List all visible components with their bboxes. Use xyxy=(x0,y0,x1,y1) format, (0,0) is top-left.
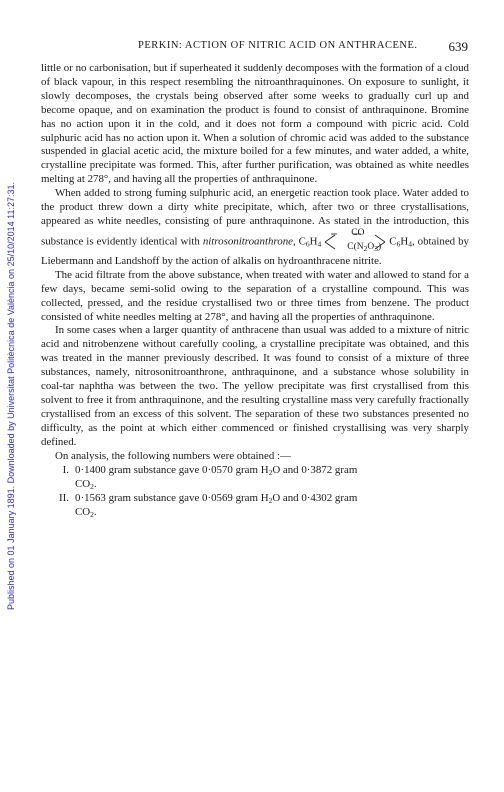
analysis-list xyxy=(41,464,469,520)
publication-stamp xyxy=(0,0,22,792)
formula-h: H xyxy=(309,235,318,248)
analysis-cont xyxy=(41,478,469,492)
sub: 3 xyxy=(374,243,379,253)
paragraph-2 xyxy=(41,187,469,269)
paragraph-2-text: When added to strong fuming sulphuric acid, an energetic reaction took place. Water added to the product threw down a dirty white precipitate, which, after two or three crystallisations, appeared as white needles, consisting of pure anthraquinone. As stated in the introduction, this substance is evidently identical with xyxy=(41,187,469,248)
formula-h: H xyxy=(400,235,409,248)
paragraph-2-tail: , obtained by Liebermann and Landshoff by the action of alkalis on hydroanthracene nitrite. xyxy=(41,235,469,267)
body-text xyxy=(41,62,469,520)
analysis-cont xyxy=(41,506,469,520)
running-title: PERKIN: ACTION OF NITRIC ACID ON ANTHRACENE. xyxy=(138,40,418,51)
formula-co: CO xyxy=(351,227,365,238)
dot: . xyxy=(93,478,97,491)
formula-cn: C(N xyxy=(347,241,364,252)
analysis-item xyxy=(41,464,469,478)
sub: 2 xyxy=(268,468,273,478)
analysis-text xyxy=(75,464,469,478)
page-header xyxy=(0,40,468,56)
formula-paren: ) xyxy=(378,241,382,252)
stamp-text: Published on 01 January 1891. Downloaded by Universitat Politècnica de València on 25/10/2014 11:27:31. xyxy=(6,182,16,610)
compound-name: nitrosonitroanthrone xyxy=(202,235,293,248)
formula-cno xyxy=(333,241,381,255)
sub: 4 xyxy=(317,239,322,249)
sub: 2 xyxy=(268,496,273,506)
analysis-number: II. xyxy=(59,492,69,505)
paragraph-5: On analysis, the following numbers were obtained :— xyxy=(55,449,291,462)
paragraph-1: little or no carbonisation, but if superheated it suddenly decomposes with the formation of a cloud of black vapour, in this respect resembling the nitroanthraquinones. On exposure to sunlight, it slowly decomposes, the crystals being observed after some weeks to gradually curl up and become opaque, and on examination the product is found to consist of anthraquinone. Bromine has no action upon it in the cold, and it does not form a compound with picric acid. Cold sulphuric acid has no action upon it. When a solution of chromic acid was added to the substance suspended in glacial acetic acid, the mixture boiled for a few minutes, and water added, a white, crystalline precipitate was formed. This, after further purification, was obtained as white needles melting at 278°, and having all the properties of anthraquinone. xyxy=(41,62,469,186)
sub: 6 xyxy=(396,239,401,249)
formula-c: C xyxy=(389,235,397,248)
page-number: 639 xyxy=(448,39,468,54)
sub: 2 xyxy=(363,243,368,253)
structural-formula xyxy=(323,229,387,255)
formula-o: O xyxy=(367,241,375,252)
sub: 4 xyxy=(408,239,412,249)
analysis-a: 0·1563 gram substance gave 0·0569 gram H xyxy=(75,492,269,505)
sub: 6 xyxy=(305,239,310,249)
analysis-b: O and 0·3872 gram xyxy=(272,464,358,477)
sub: 2 xyxy=(90,482,94,492)
analysis-item xyxy=(41,492,469,506)
dot: . xyxy=(93,506,97,519)
analysis-a: 0·1400 gram substance gave 0·0570 gram H xyxy=(75,464,269,477)
sub: 2 xyxy=(90,510,94,520)
analysis-text xyxy=(75,492,469,506)
analysis-b: O and 0·4302 gram xyxy=(272,492,358,505)
paragraph-3: The acid filtrate from the above substance, when treated with water and allowed to stand for a few days, became semi-solid owing to the separation of a crystalline compound. This was collected, pressed, and the residue crystallised two or three times from benzene. The product consisted of white needles melting at 278°, and having all the properties of anthraquinone. xyxy=(41,268,469,323)
analysis-number: I. xyxy=(62,464,69,477)
formula-c: , C xyxy=(292,235,306,248)
co2: CO xyxy=(75,506,91,519)
paragraph-4: In some cases when a larger quantity of anthracene than usual was added to a mixture of nitric acid and nitrobenzene without carefully cooling, a crystalline precipitate was obtained, and this was treated in the manner previously described. It was found to consist of a mixture of three substances, namely, nitrosonitroanthrone, anthraquinone, and a substance whose solubility in coal-tar naphtha was between the two. The yellow precipitate was first crystallised from this solvent to free it from anthraquinone, and the resulting crystalline mass very carefully fractionally crystallised from an excess of this solvent. The separation of these two substances presented no difficulty, as the point at which either commenced or finished crystallising was very sharply defined. xyxy=(41,324,469,448)
co2: CO xyxy=(75,478,91,491)
